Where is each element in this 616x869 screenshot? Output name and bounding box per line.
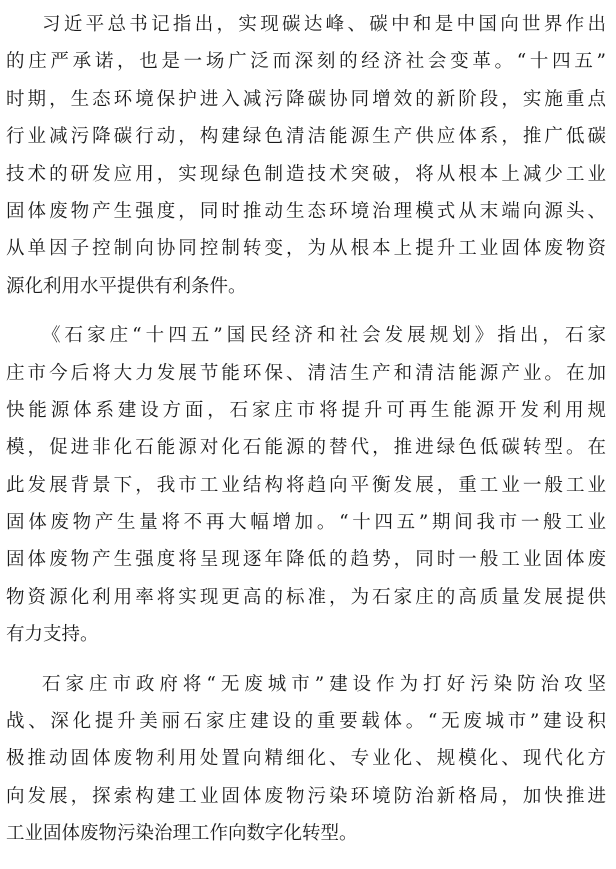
text-line: 物资源化利用率将实现更高的标准，为石家庄的高质量发展提供 xyxy=(6,586,606,608)
text-line: 极推动固体废物利用处置向精细化、专业化、规模化、现代化方 xyxy=(6,748,606,770)
text-line: 石家庄市政府将“无废城市”建设作为打好污染防治攻坚 xyxy=(42,673,606,695)
text-line: 向发展，探索构建工业固体废物污染环境防治新格局，加快推进 xyxy=(6,785,606,807)
text-line: 从单因子控制向协同控制转变，为从根本上提升工业固体废物资 xyxy=(6,238,606,260)
text-line: 源化利用水平提供有利条件。 xyxy=(6,275,247,297)
text-line: 的庄严承诺，也是一场广泛而深刻的经济社会变革。“十四五” xyxy=(6,51,606,73)
text-line: 时期，生态环境保护进入减污降碳协同增效的新阶段，实施重点 xyxy=(6,88,606,110)
text-line: 工业固体废物污染治理工作向数字化转型。 xyxy=(6,823,358,845)
paragraph-2 xyxy=(6,317,606,654)
text-line: 技术的研发应用，实现绿色制造技术突破，将从根本上减少工业 xyxy=(6,163,606,185)
text-line: 战、深化提升美丽石家庄建设的重要载体。“无废城市”建设积 xyxy=(6,711,606,733)
text-line: 此发展背景下，我市工业结构将趋向平衡发展，重工业一般工业 xyxy=(6,474,606,496)
text-line: 行业减污降碳行动，构建绿色清洁能源生产供应体系，推广低碳 xyxy=(6,126,606,148)
paragraph-gap xyxy=(6,305,606,317)
text-line: 有力支持。 xyxy=(6,624,99,646)
paragraph-3 xyxy=(6,666,606,853)
text-line: 模，促进非化石能源对化石能源的替代，推进绿色低碳转型。在 xyxy=(6,437,606,459)
text-line: 固体废物产生强度将呈现逐年降低的趋势，同时一般工业固体废 xyxy=(6,549,606,571)
text-line: 固体废物产生强度，同时推动生态环境治理模式从末端向源头、 xyxy=(6,200,606,222)
text-line: 庄市今后将大力发展节能环保、清洁生产和清洁能源产业。在加 xyxy=(6,362,606,384)
text-line: 习近平总书记指出，实现碳达峰、碳中和是中国向世界作出 xyxy=(42,14,606,35)
paragraph-gap xyxy=(6,654,606,666)
paragraph-1 xyxy=(6,6,606,305)
text-line: 快能源体系建设方面，石家庄市将提升可再生能源开发利用规 xyxy=(6,399,606,421)
text-line: 固体废物产生量将不再大幅增加。“十四五”期间我市一般工业 xyxy=(6,512,606,534)
text-line: 《石家庄“十四五”国民经济和社会发展规划》指出，石家 xyxy=(42,325,606,347)
